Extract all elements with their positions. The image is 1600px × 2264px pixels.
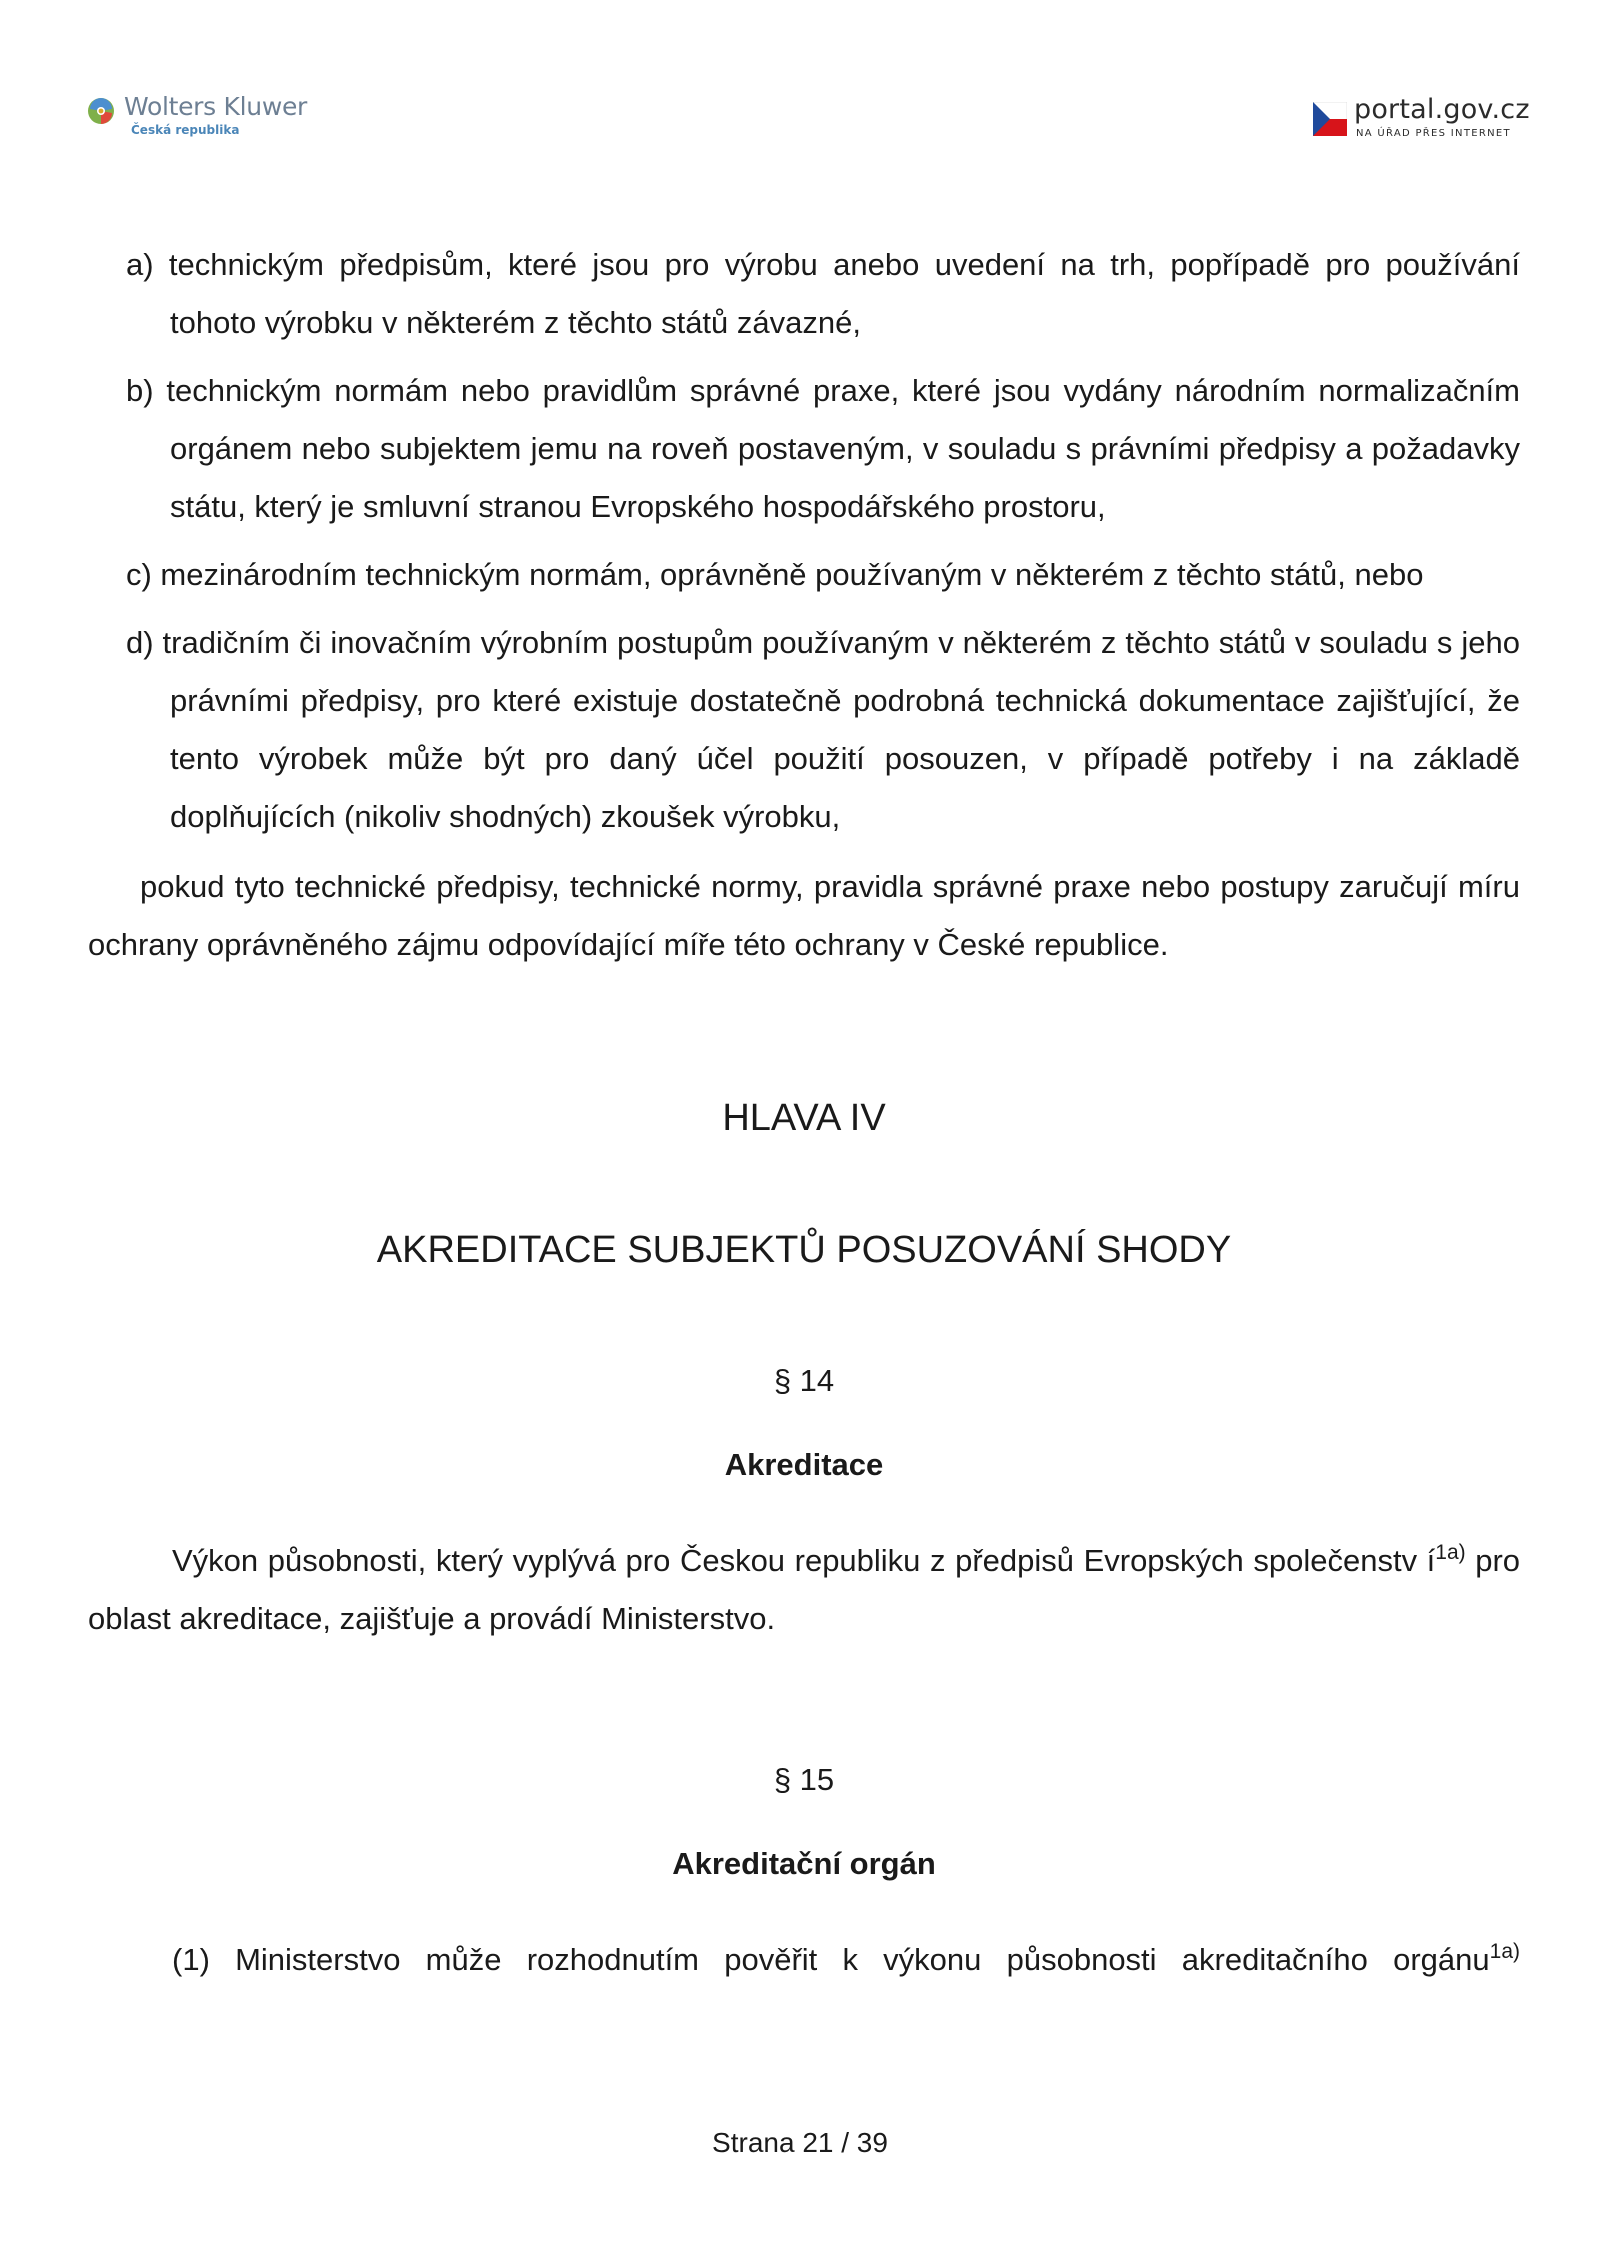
portal-name: portal.gov.cz <box>1354 94 1530 125</box>
publisher-subtitle: Česká republika <box>131 123 240 137</box>
chapter-title: AKREDITACE SUBJEKTŮ POSUZOVÁNÍ SHODY <box>376 1229 1232 1271</box>
list-item-b: b) technickým normám nebo pravidlům správné praxe, které jsou vydány národním normalizačním orgánem nebo subjektem jemu na roveň postaveným, v souladu s právními předpisy a požadavky státu, který je smluvní stranou Evropského hospodářského prostoru, <box>126 373 1520 524</box>
document-body <box>88 236 1520 1989</box>
section-14-number: § 14 <box>773 1363 835 1398</box>
footnote-ref: 1a) <box>1435 1541 1466 1564</box>
section-15-text-start: (1) Ministerstvo může rozhodnutím pověřit k výkonu působnosti akreditačního orgánu <box>172 1942 1490 1977</box>
section-15-number: § 15 <box>773 1762 835 1797</box>
section-14-text-end: pro oblast akreditace, zajišťuje a provádí Ministerstvo. <box>88 1543 1521 1636</box>
wolters-kluwer-logo <box>86 92 316 138</box>
section-15-paragraph <box>88 1931 1520 1989</box>
section-15-heading: Akreditační orgán <box>672 1846 936 1881</box>
closing-paragraph: pokud tyto technické předpisy, technické normy, pravidla správné praxe nebo postupy zaručují míru ochrany oprávněného zájmu odpovídající míře této ochrany v České republice. <box>88 869 1520 962</box>
list-item-a: a) technickým předpisům, které jsou pro výrobu anebo uvedení na trh, popřípadě pro používání tohoto výrobku v některém z těchto států závazné, <box>126 247 1520 340</box>
portal-tagline: NA ÚŘAD PŘES INTERNET <box>1356 128 1511 139</box>
czech-flag-icon <box>1313 102 1347 136</box>
section-14-paragraph <box>88 1532 1520 1648</box>
chapter-label: HLAVA IV <box>722 1097 886 1139</box>
list-item-c: c) mezinárodním technickým normám, oprávněně používaným v některém z těchto států, nebo <box>126 557 1424 592</box>
list-item-d: d) tradičním či inovačním výrobním postupům používaným v některém z těchto států v souladu s jeho právními předpisy, pro které existuje dostatečně podrobná technická dokumentace zajišťující, že tento výrobek může být pro daný účel použití posouzen, v případě potřeby i na základě doplňujících (nikoliv shodných) zkoušek výrobku, <box>126 625 1520 834</box>
footnote-ref: 1a) <box>1489 1940 1520 1963</box>
portal-gov-logo <box>1313 94 1530 142</box>
section-14-heading: Akreditace <box>724 1447 884 1482</box>
section-14-text-start: Výkon působnosti, který vyplývá pro Českou republiku z předpisů Evropských společenstv í <box>172 1543 1436 1578</box>
publisher-name: Wolters Kluwer <box>124 92 308 121</box>
wolters-kluwer-globe-icon <box>86 96 116 126</box>
page-number: Strana 21 / 39 <box>712 2127 888 2158</box>
